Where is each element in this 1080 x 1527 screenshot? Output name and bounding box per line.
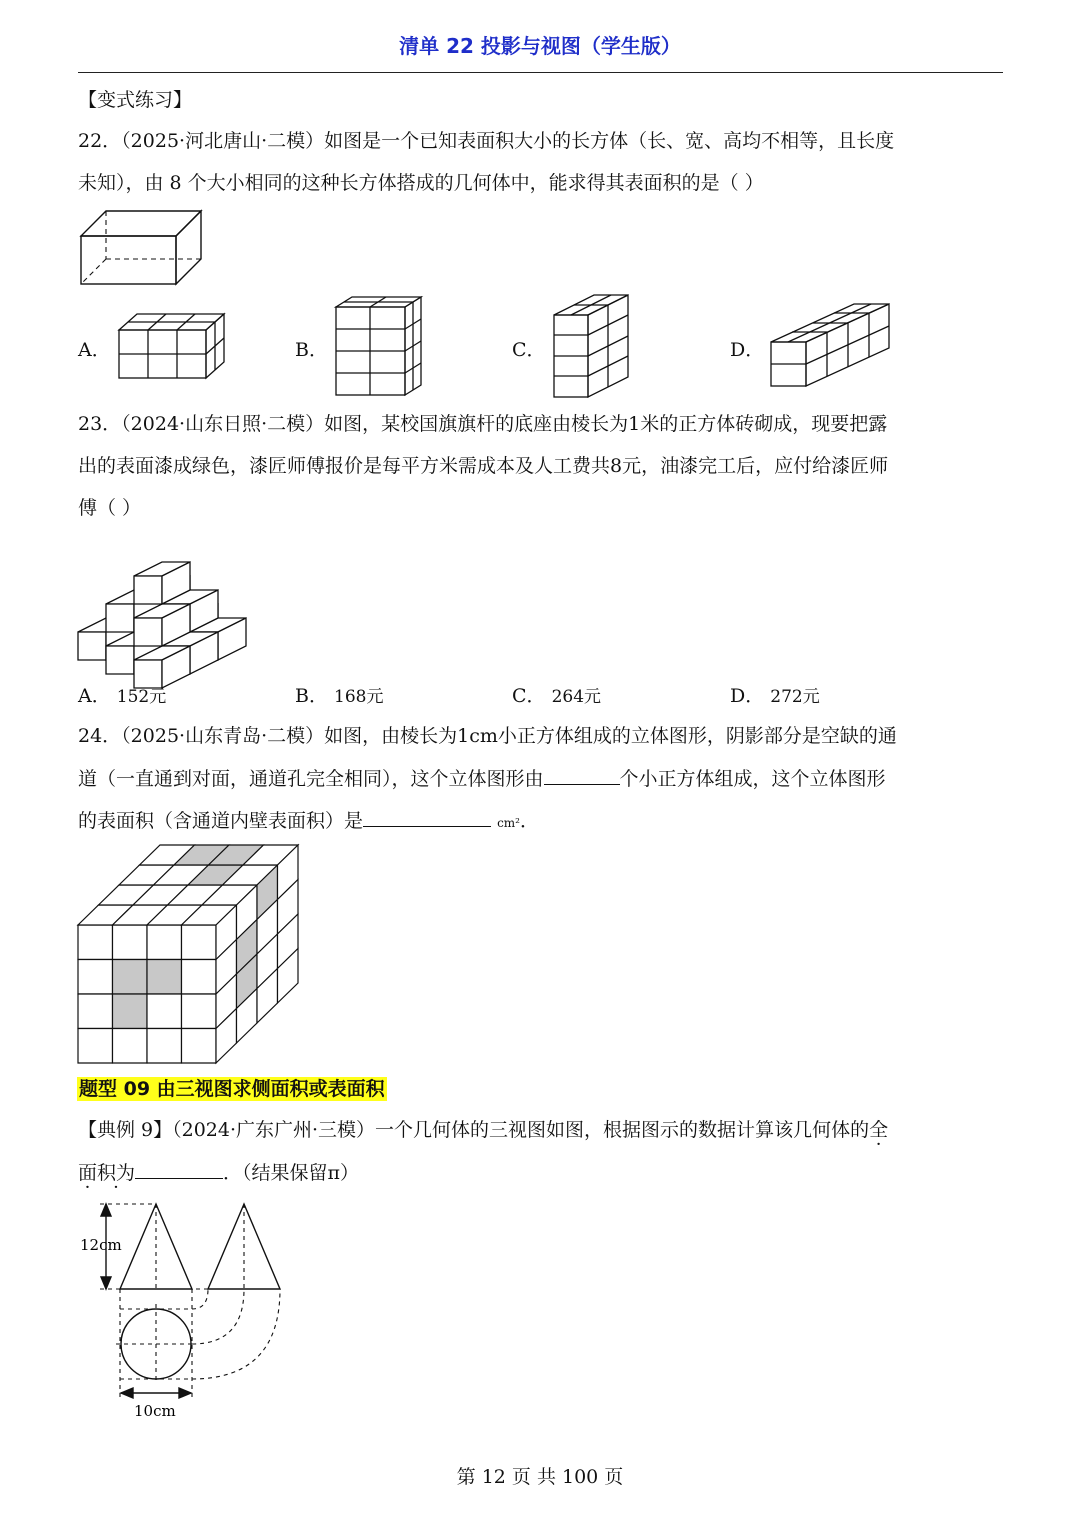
front-cell bbox=[78, 960, 113, 995]
q23-pyramid-figure bbox=[76, 530, 244, 670]
page-header-title: 清单 22 投影与视图（学生版） bbox=[399, 34, 681, 58]
q22-option-c-figure bbox=[553, 294, 633, 400]
header-divider bbox=[78, 72, 1003, 73]
example9-line2: 面积为 ．（结果保留π） bbox=[78, 1162, 360, 1184]
front-cell bbox=[182, 1029, 217, 1064]
q22-cuboid-figure bbox=[80, 210, 204, 286]
q23-option-d: D． 272元 bbox=[730, 685, 820, 707]
page-footer: 第 12 页 共 100 页 bbox=[456, 1466, 624, 1488]
front-cell bbox=[78, 994, 113, 1029]
q23-line1: 23．（2024·山东日照·二模）如图，某校国旗旗杆的底座由棱长为1米的正方体砖砌成，现要把露 bbox=[78, 413, 888, 435]
q24-blank-area bbox=[363, 808, 491, 827]
front-cell bbox=[78, 925, 113, 960]
front-cell bbox=[182, 925, 217, 960]
q23-line2: 出的表面漆成绿色，漆匠师傅报价是每平方米需成本及人工费共8元，油漆完工后，应付给漆匠师 bbox=[78, 455, 889, 477]
q22-option-d-figure bbox=[770, 303, 892, 389]
q22-option-b-figure bbox=[335, 296, 427, 398]
height-label: 12cm bbox=[80, 1236, 122, 1254]
q23-option-c: C． 264元 bbox=[512, 685, 602, 707]
section-variant-label: 【变式练习】 bbox=[78, 89, 193, 111]
front-cell bbox=[182, 994, 217, 1029]
type09-title: 题型 09 由三视图求侧面积或表面积 bbox=[79, 1078, 385, 1100]
diameter-label: 10cm bbox=[134, 1402, 176, 1420]
front-cell bbox=[147, 1029, 182, 1064]
front-cell bbox=[78, 1029, 113, 1064]
q22-option-c: C． bbox=[512, 339, 546, 361]
q24-line2: 道（一直通到对面，通道孔完全相同），这个立体图形由 个小正方体组成，这个立体图形 bbox=[78, 768, 886, 790]
q22-line2: 未知），由 8 个大小相同的这种长方体搭成的几何体中，能求得其表面积的是（ ） bbox=[78, 172, 764, 194]
q24-line3: 的表面积（含通道内壁表面积）是 cm²． bbox=[78, 810, 539, 832]
q22-line1: 22．（2025·河北唐山·二模）如图是一个已知表面积大小的长方体（长、宽、高均不相等，且长度 bbox=[78, 130, 895, 152]
front-cell bbox=[113, 1029, 148, 1064]
q24-line1: 24．（2025·山东青岛·二模）如图，由棱长为1cm小正方体组成的立体图形，阴影部分是空缺的通 bbox=[78, 725, 897, 747]
q24-cube-figure bbox=[76, 843, 304, 1063]
front-cell bbox=[147, 925, 182, 960]
q23-option-b: B． 168元 bbox=[295, 685, 384, 707]
example9-line1: 【典例 9】（2024·广东广州·三模）一个几何体的三视图如图，根据图示的数据计算该几何体的全 bbox=[78, 1119, 889, 1141]
q22-option-d: D． bbox=[730, 339, 765, 361]
front-cell bbox=[113, 960, 148, 995]
q22-option-a: A． bbox=[78, 339, 111, 361]
q24-blank-count bbox=[544, 766, 620, 785]
front-cell bbox=[147, 960, 182, 995]
front-cell bbox=[113, 994, 148, 1029]
three-view-figure bbox=[76, 1196, 296, 1421]
front-cell bbox=[113, 925, 148, 960]
q23-line3: 傅（ ） bbox=[78, 497, 142, 519]
q23-option-a: A． 152元 bbox=[78, 685, 167, 707]
q22-option-b: B． bbox=[295, 339, 328, 361]
front-cell bbox=[147, 994, 182, 1029]
q22-option-a-figure bbox=[118, 313, 228, 381]
example9-blank bbox=[135, 1160, 223, 1179]
front-cell bbox=[182, 960, 217, 995]
